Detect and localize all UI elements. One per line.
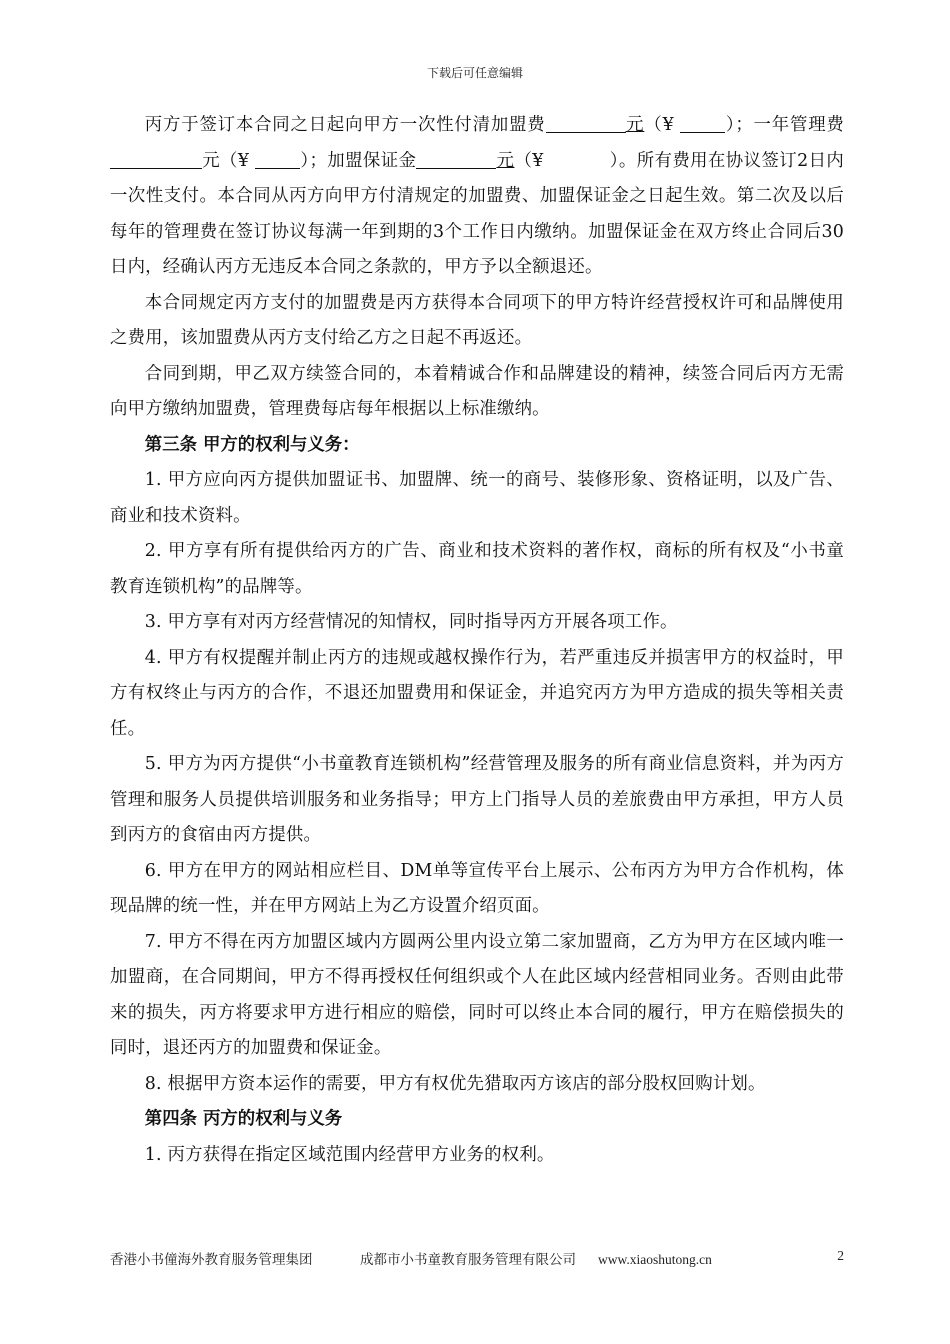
article3-item: 3. 甲方享有对丙方经营情况的知情权，同时指导丙方开展各项工作。	[144, 612, 678, 632]
annual-close: ）；一年	[725, 115, 790, 135]
yuan-label: 元	[625, 115, 645, 135]
page-footer	[110, 1248, 844, 1268]
footer-url[interactable]: www.xiaoshutong.cn	[598, 1252, 712, 1267]
article3-item: 6. 甲方在甲方的网站相应栏目、DM单等宣传平台上展示、公布丙方为甲方合作机构，体现品牌的统一性，并在甲方网站上为乙方设置介绍页面。	[110, 860, 844, 916]
fee-text-intro: 丙方于签订本合同之日起向甲方一次性付清加盟费	[144, 115, 546, 135]
article3-item: 7. 甲方不得在丙方加盟区域内方圆两公里内设立第二家加盟商，乙方为甲方在区域内唯一加盟商，在合同期间，甲方不得再授权任何组织或个人在此区域内经营相同业务。否则由此带来的损失，丙方将要求甲方进行相应的赔偿，同时可以终止本合同的履行，甲方在赔偿损失的同时，退还丙方的加盟费和保证金。	[110, 931, 844, 1058]
footer-company: 成都市小书童教育服务管理有限公司	[360, 1252, 576, 1268]
deposit-label: ）；加盟保证金	[300, 150, 417, 171]
deposit-blank[interactable]	[416, 149, 496, 168]
article3-item: 4. 甲方有权提醒并制止丙方的违规或越权操作行为，若严重违反并损害甲方的权益时，甲方有权终止与丙方的合作，不退还加盟费用和保证金，并追究丙方为甲方造成的损失等相关责任。	[110, 647, 844, 739]
article3-item: 8. 根据甲方资本运作的需要，甲方有权优先猎取丙方该店的部分股权回购计划。	[144, 1073, 766, 1094]
article4-item: 1. 丙方获得在指定区域范围内经营甲方业务的权利。	[144, 1144, 555, 1165]
header-note: 下载后可任意编辑	[426, 66, 523, 80]
mgmt-fee-yen-blank[interactable]	[255, 149, 300, 168]
article4-title: 第四条 丙方的权利与义务	[144, 1109, 343, 1129]
mgmt-yuan-yen: 元（¥	[202, 150, 256, 171]
document-body	[110, 108, 844, 1173]
franchise-fee-yen-blank[interactable]	[680, 114, 725, 133]
article3-title: 第三条 甲方的权利与义务：	[144, 434, 360, 455]
paragraph-renewal: 合同到期，甲乙双方续签合同的，本着精诚合作和品牌建设的精神，续签合同后丙方无需向甲方缴纳加盟费，管理费每店每年根据以上标准缴纳。	[110, 363, 844, 419]
franchise-fee-blank[interactable]	[546, 114, 626, 133]
article3-item: 1. 甲方应向丙方提供加盟证书、加盟牌、统一的商号、装修形象、资格证明，以及广告、商业和技术资料。	[110, 470, 844, 526]
yen-open: （¥	[644, 115, 681, 135]
mgmt-fee-blank[interactable]	[110, 149, 202, 168]
deposit-yuan-label: 元	[496, 150, 515, 171]
fee-text-rest: ）。所有费用在协议签订2日内一次性支付。本合同从丙方向甲方付清规定的加盟费、加盟保证金之日起生效。第二次及以后每年的管理费在签订协议每满一年到期的3个工作日内缴纳。加盟保证金在双方终止合同后30日内，经确认丙方无违反本合同之条款的，甲方予以全额退还。	[110, 150, 844, 277]
article3-item: 2. 甲方享有所有提供给丙方的广告、商业和技术资料的著作权，商标的所有权及“小书童教育连锁机构”的品牌等。	[110, 541, 844, 597]
paragraph-fee-nonrefundable: 本合同规定丙方支付的加盟费是丙方获得本合同项下的甲方特许经营授权许可和品牌使用之费用，该加盟费从丙方支付给乙方之日起不再返还。	[110, 292, 844, 348]
footer-org: 香港小书僮海外教育服务管理集团	[110, 1252, 313, 1268]
mgmt-fee-label: 管理费	[789, 115, 845, 135]
page-number: 2	[837, 1248, 844, 1263]
fee-paragraph	[110, 108, 844, 286]
article3-item: 5. 甲方为丙方提供“小书童教育连锁机构”经营管理及服务的所有商业信息资料，并为丙方管理和服务人员提供培训服务和业务指导；甲方上门指导人员的差旅费由甲方承担，甲方人员到丙方的食宿由丙方提供。	[110, 754, 844, 845]
deposit-yen-open: （¥	[514, 150, 550, 171]
